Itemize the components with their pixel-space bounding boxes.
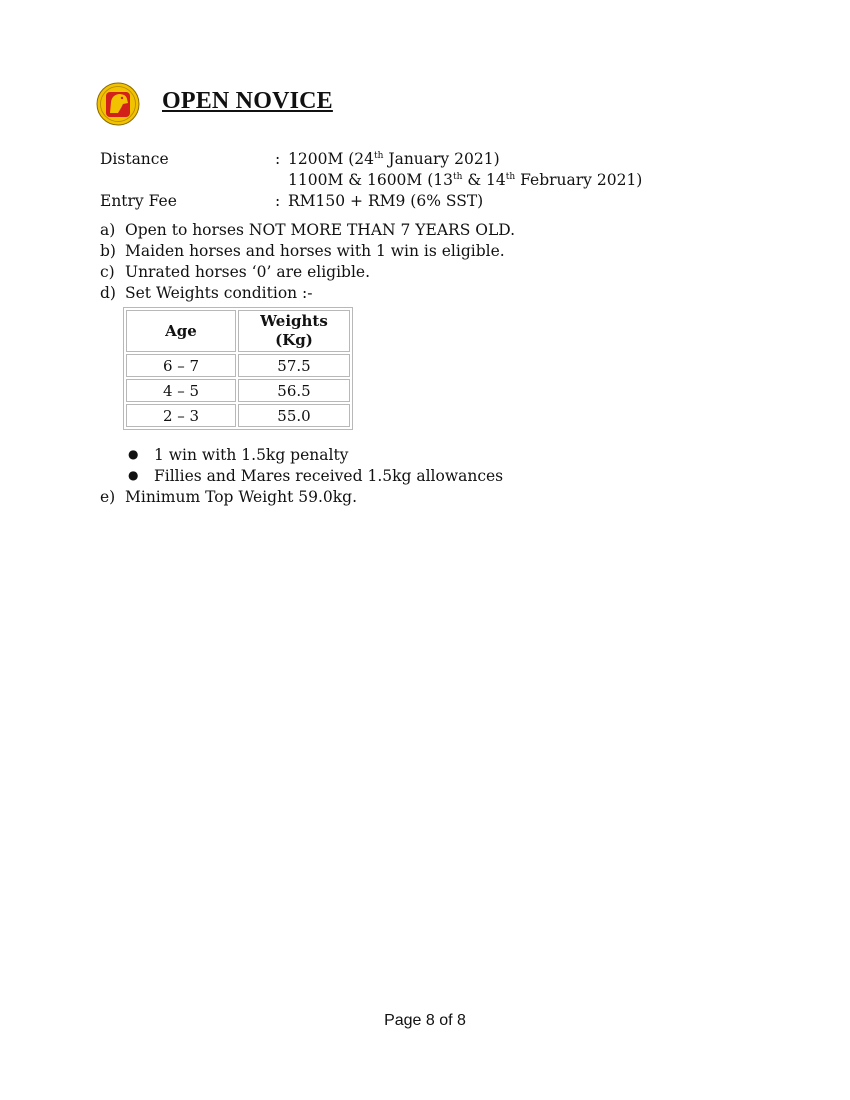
weight-cell: 57.5 [238,354,350,377]
entry-fee-label: Entry Fee [100,192,177,210]
condition-text: Set Weights condition :- [125,284,313,302]
entry-fee-value: RM150 + RM9 (6% SST) [288,192,484,210]
distance-line2-ordinal-1: th [452,172,463,182]
condition-marker: d) [100,284,116,302]
distance-colon: : [275,150,281,168]
condition-text: Unrated horses ‘0’ are eligible. [125,263,371,281]
club-logo [96,82,140,126]
condition-marker: c) [100,263,115,281]
horse-head-logo-icon [96,82,140,126]
age-cell: 4 – 5 [126,379,236,402]
bullet-icon: ● [128,447,139,461]
weights-column-header [238,310,350,352]
weight-cell: 56.5 [238,379,350,402]
age-cell: 6 – 7 [126,354,236,377]
table-row [126,354,350,377]
distance-line2-text: 1100M & 1600M (13 [288,171,453,189]
distance-line1-ordinal: th [374,151,384,161]
distance-value-line1 [288,150,500,168]
condition-marker: a) [100,221,116,239]
bullet-icon: ● [128,468,139,482]
distance-line2-ordinal-2: th [505,172,516,182]
condition-text: Open to horses NOT MORE THAN 7 YEARS OLD. [125,221,516,239]
weight-cell: 55.0 [238,404,350,427]
entry-fee-colon: : [275,192,281,210]
condition-marker: e) [100,488,116,506]
weights-unit-text: (Kg) [275,331,313,349]
age-column-header: Age [126,310,236,352]
table-row [126,379,350,402]
condition-marker: b) [100,242,116,260]
bullet-text: 1 win with 1.5kg penalty [154,446,349,464]
page-title: OPEN NOVICE [162,88,333,114]
condition-text: Minimum Top Weight 59.0kg. [125,488,358,506]
bullet-text: Fillies and Mares received 1.5kg allowances [154,467,504,485]
condition-text: Maiden horses and horses with 1 win is eligible. [125,242,505,260]
age-cell: 2 – 3 [126,404,236,427]
table-row [126,404,350,427]
distance-label: Distance [100,150,169,168]
table-header-row [126,310,350,352]
distance-line2-text-end: February 2021) [515,171,643,189]
set-weights-table [123,307,353,430]
distance-line1-text: 1200M (24 [288,150,375,168]
weights-header-text: Weights [260,312,328,330]
page-number: Page 8 of 8 [384,1012,466,1029]
distance-line1-text-end: January 2021) [383,150,500,168]
distance-value-line2 [288,171,642,189]
distance-line2-text-mid: & 14 [462,171,506,189]
